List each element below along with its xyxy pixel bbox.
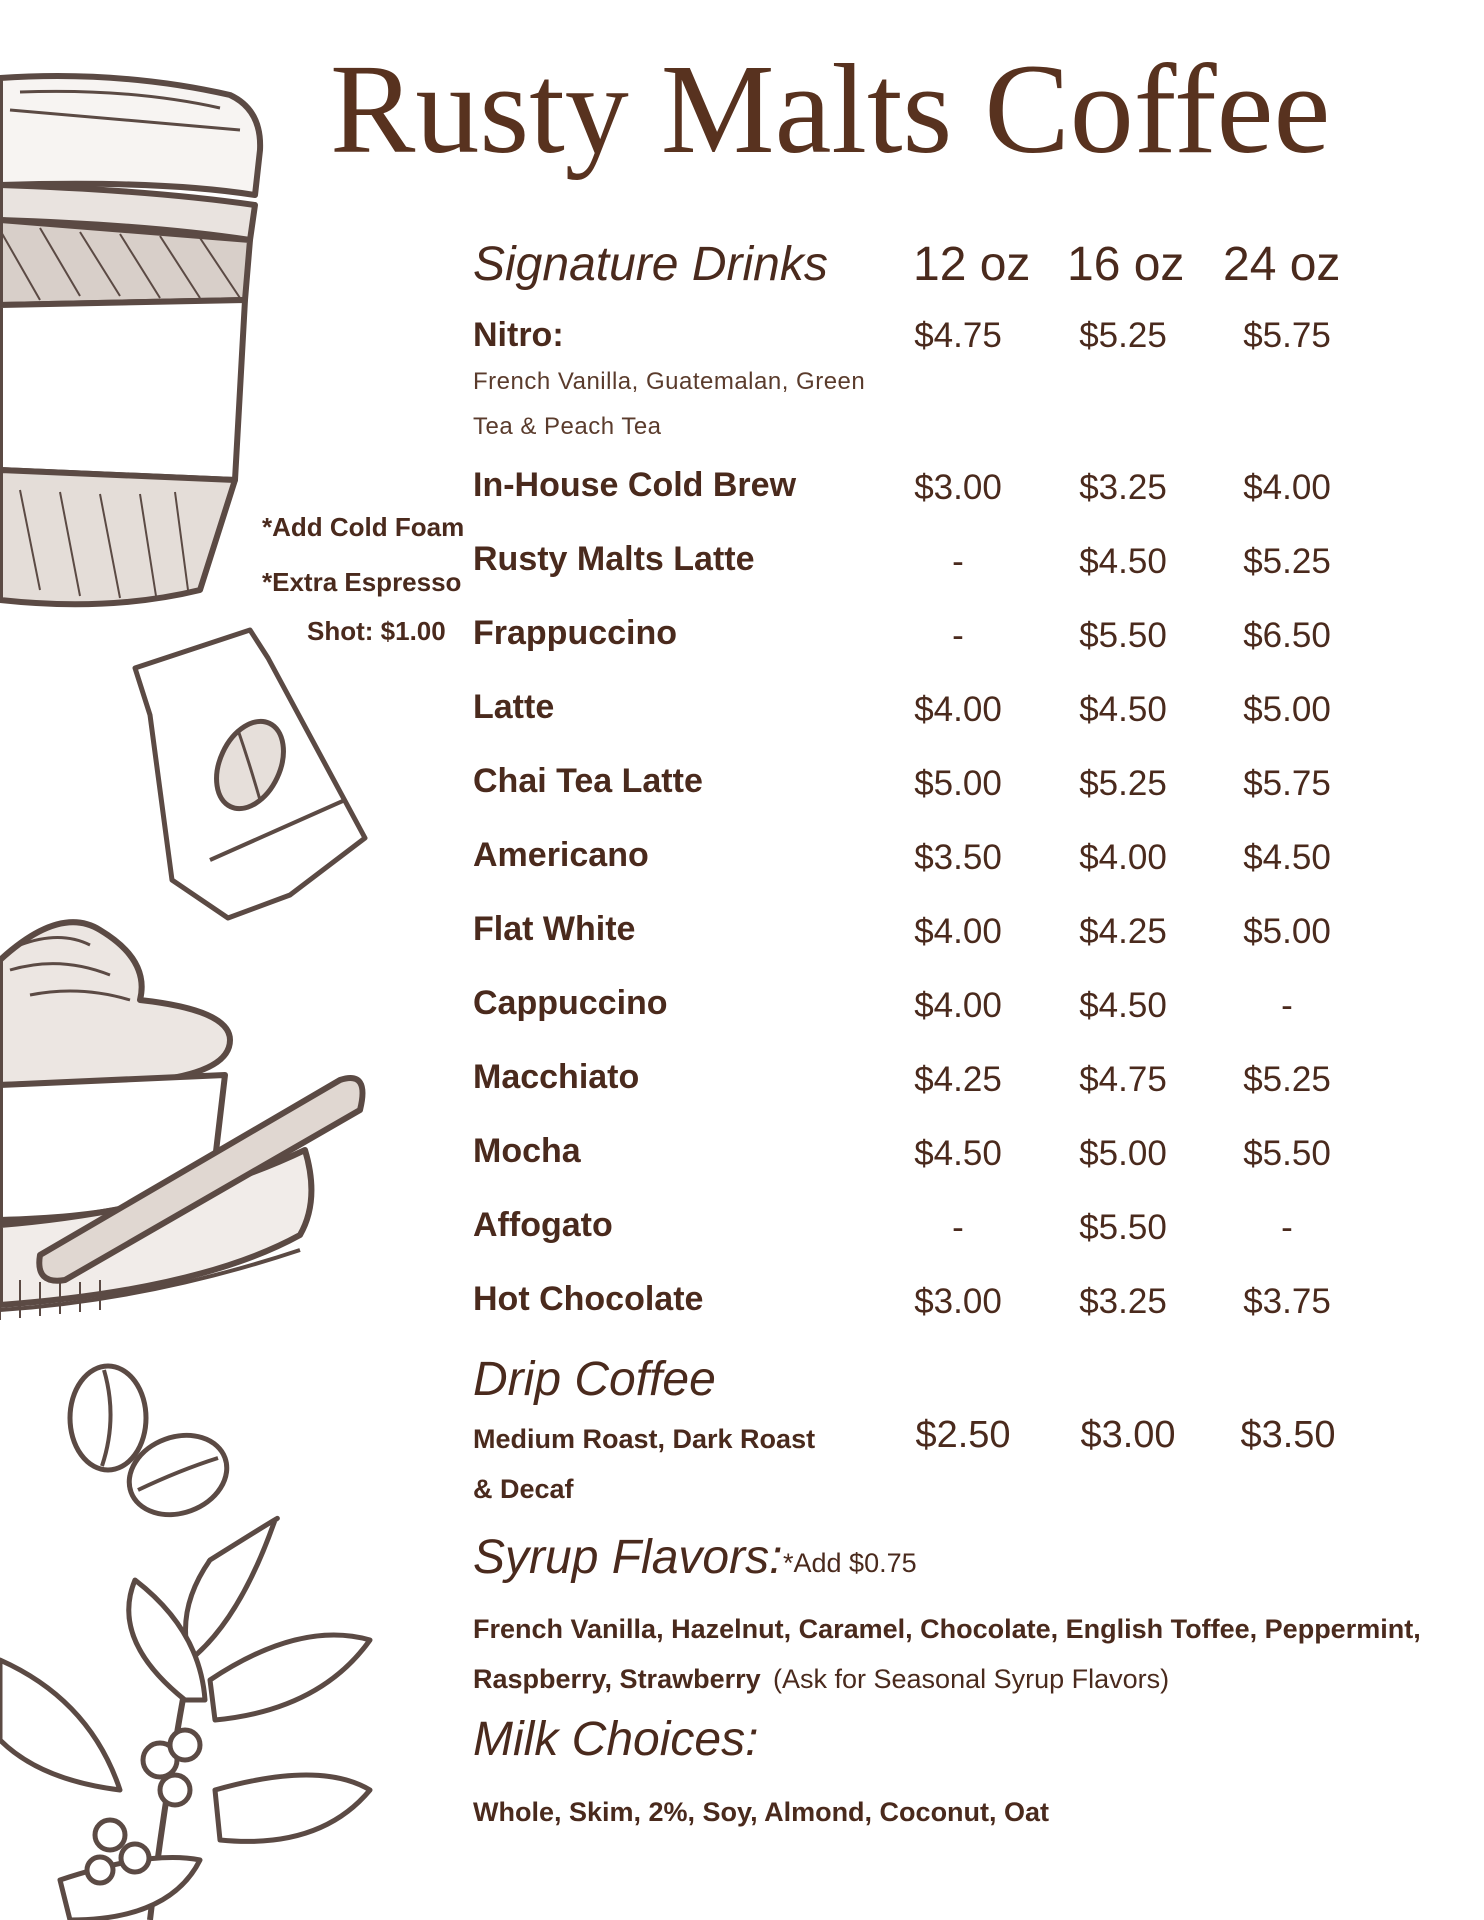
drink-name: Affogato xyxy=(473,1206,613,1244)
price-12oz: $4.00 xyxy=(914,690,1002,729)
drip-price-24oz: $3.50 xyxy=(1240,1414,1336,1456)
nitro-price-12oz: $4.75 xyxy=(914,316,1002,355)
drink-name: Cappuccino xyxy=(473,984,668,1022)
price-16oz: $4.50 xyxy=(1079,986,1167,1025)
price-24oz: $4.00 xyxy=(1243,468,1331,507)
size-16oz-header: 16 oz xyxy=(1067,238,1185,291)
drink-name: In-House Cold Brew xyxy=(473,466,797,504)
drip-desc-line: Medium Roast, Dark Roast xyxy=(473,1424,816,1454)
cappuccino-cup-icon xyxy=(0,922,363,1320)
nitro-desc-line: Tea & Peach Tea xyxy=(473,413,662,440)
price-16oz: $4.25 xyxy=(1079,912,1167,951)
drink-name: Flat White xyxy=(473,910,636,948)
size-24oz-header: 24 oz xyxy=(1223,238,1341,291)
nitro-price-24oz: $5.75 xyxy=(1243,316,1331,355)
price-12oz: $4.25 xyxy=(914,1060,1002,1099)
syrup-list-line: Raspberry, Strawberry xyxy=(473,1664,761,1694)
drink-name: Latte xyxy=(473,688,555,726)
price-12oz: $4.50 xyxy=(914,1134,1002,1173)
syrup-list-line: French Vanilla, Hazelnut, Caramel, Chocolate, English Toffee, Peppermint, xyxy=(473,1614,1421,1644)
drink-name: Frappuccino xyxy=(473,614,678,652)
coffee-bag-icon xyxy=(135,630,365,918)
drip-price-16oz: $3.00 xyxy=(1080,1414,1176,1456)
price-16oz: $5.50 xyxy=(1079,616,1167,655)
drink-name: Macchiato xyxy=(473,1058,640,1096)
illustrations xyxy=(0,0,430,1920)
price-16oz: $4.50 xyxy=(1079,690,1167,729)
drip-price-12oz: $2.50 xyxy=(915,1414,1011,1456)
price-12oz: $5.00 xyxy=(914,764,1002,803)
price-24oz: $5.25 xyxy=(1243,542,1331,581)
price-16oz: $3.25 xyxy=(1079,1282,1167,1321)
nitro-price-16oz: $5.25 xyxy=(1079,316,1167,355)
milk-list: Whole, Skim, 2%, Soy, Almond, Coconut, Oat xyxy=(473,1797,1050,1827)
price-12oz: $3.00 xyxy=(914,1282,1002,1321)
price-24oz: $5.25 xyxy=(1243,1060,1331,1099)
price-24oz: $5.00 xyxy=(1243,912,1331,951)
price-12oz: $4.00 xyxy=(914,986,1002,1025)
price-12oz: $4.00 xyxy=(914,912,1002,951)
price-24oz: - xyxy=(1281,1208,1293,1247)
drink-name: Rusty Malts Latte xyxy=(473,540,755,578)
price-24oz: $3.75 xyxy=(1243,1282,1331,1321)
price-24oz: $5.50 xyxy=(1243,1134,1331,1173)
drink-name: Hot Chocolate xyxy=(473,1280,704,1318)
side-note-espresso: *Extra Espresso xyxy=(262,567,462,597)
drip-coffee-heading: Drip Coffee xyxy=(473,1353,716,1406)
nitro-name: Nitro: xyxy=(473,316,564,354)
price-12oz: $3.00 xyxy=(914,468,1002,507)
side-note-shot-price: Shot: $1.00 xyxy=(307,616,446,646)
coffee-cup-icon xyxy=(0,76,260,604)
price-12oz: - xyxy=(952,542,964,581)
syrup-heading: Syrup Flavors: xyxy=(473,1531,783,1584)
price-12oz: $3.50 xyxy=(914,838,1002,877)
price-16oz: $4.75 xyxy=(1079,1060,1167,1099)
price-16oz: $5.00 xyxy=(1079,1134,1167,1173)
price-16oz: $3.25 xyxy=(1079,468,1167,507)
price-24oz: $4.50 xyxy=(1243,838,1331,877)
drink-name: Mocha xyxy=(473,1132,581,1170)
drink-name: Chai Tea Latte xyxy=(473,762,703,800)
price-16oz: $4.00 xyxy=(1079,838,1167,877)
price-16oz: $5.25 xyxy=(1079,764,1167,803)
drink-name: Americano xyxy=(473,836,649,874)
price-16oz: $4.50 xyxy=(1079,542,1167,581)
size-12oz-header: 12 oz xyxy=(913,238,1031,291)
side-note-cold-foam: *Add Cold Foam xyxy=(262,512,465,542)
nitro-desc-line: French Vanilla, Guatemalan, Green xyxy=(473,368,866,395)
price-24oz: $5.75 xyxy=(1243,764,1331,803)
coffee-beans-icon xyxy=(70,1366,238,1528)
milk-heading: Milk Choices: xyxy=(473,1713,759,1766)
drip-desc-line: & Decaf xyxy=(473,1474,574,1504)
price-24oz: - xyxy=(1281,986,1293,1025)
price-12oz: - xyxy=(952,616,964,655)
price-12oz: - xyxy=(952,1208,964,1247)
menu-title: Rusty Malts Coffee xyxy=(330,38,1331,180)
coffee-plant-icon xyxy=(0,1518,370,1920)
seasonal-syrup-note: (Ask for Seasonal Syrup Flavors) xyxy=(773,1664,1170,1694)
price-24oz: $6.50 xyxy=(1243,616,1331,655)
signature-drinks-heading: Signature Drinks xyxy=(473,238,828,291)
price-16oz: $5.50 xyxy=(1079,1208,1167,1247)
syrup-price-note: *Add $0.75 xyxy=(783,1548,917,1578)
price-24oz: $5.00 xyxy=(1243,690,1331,729)
